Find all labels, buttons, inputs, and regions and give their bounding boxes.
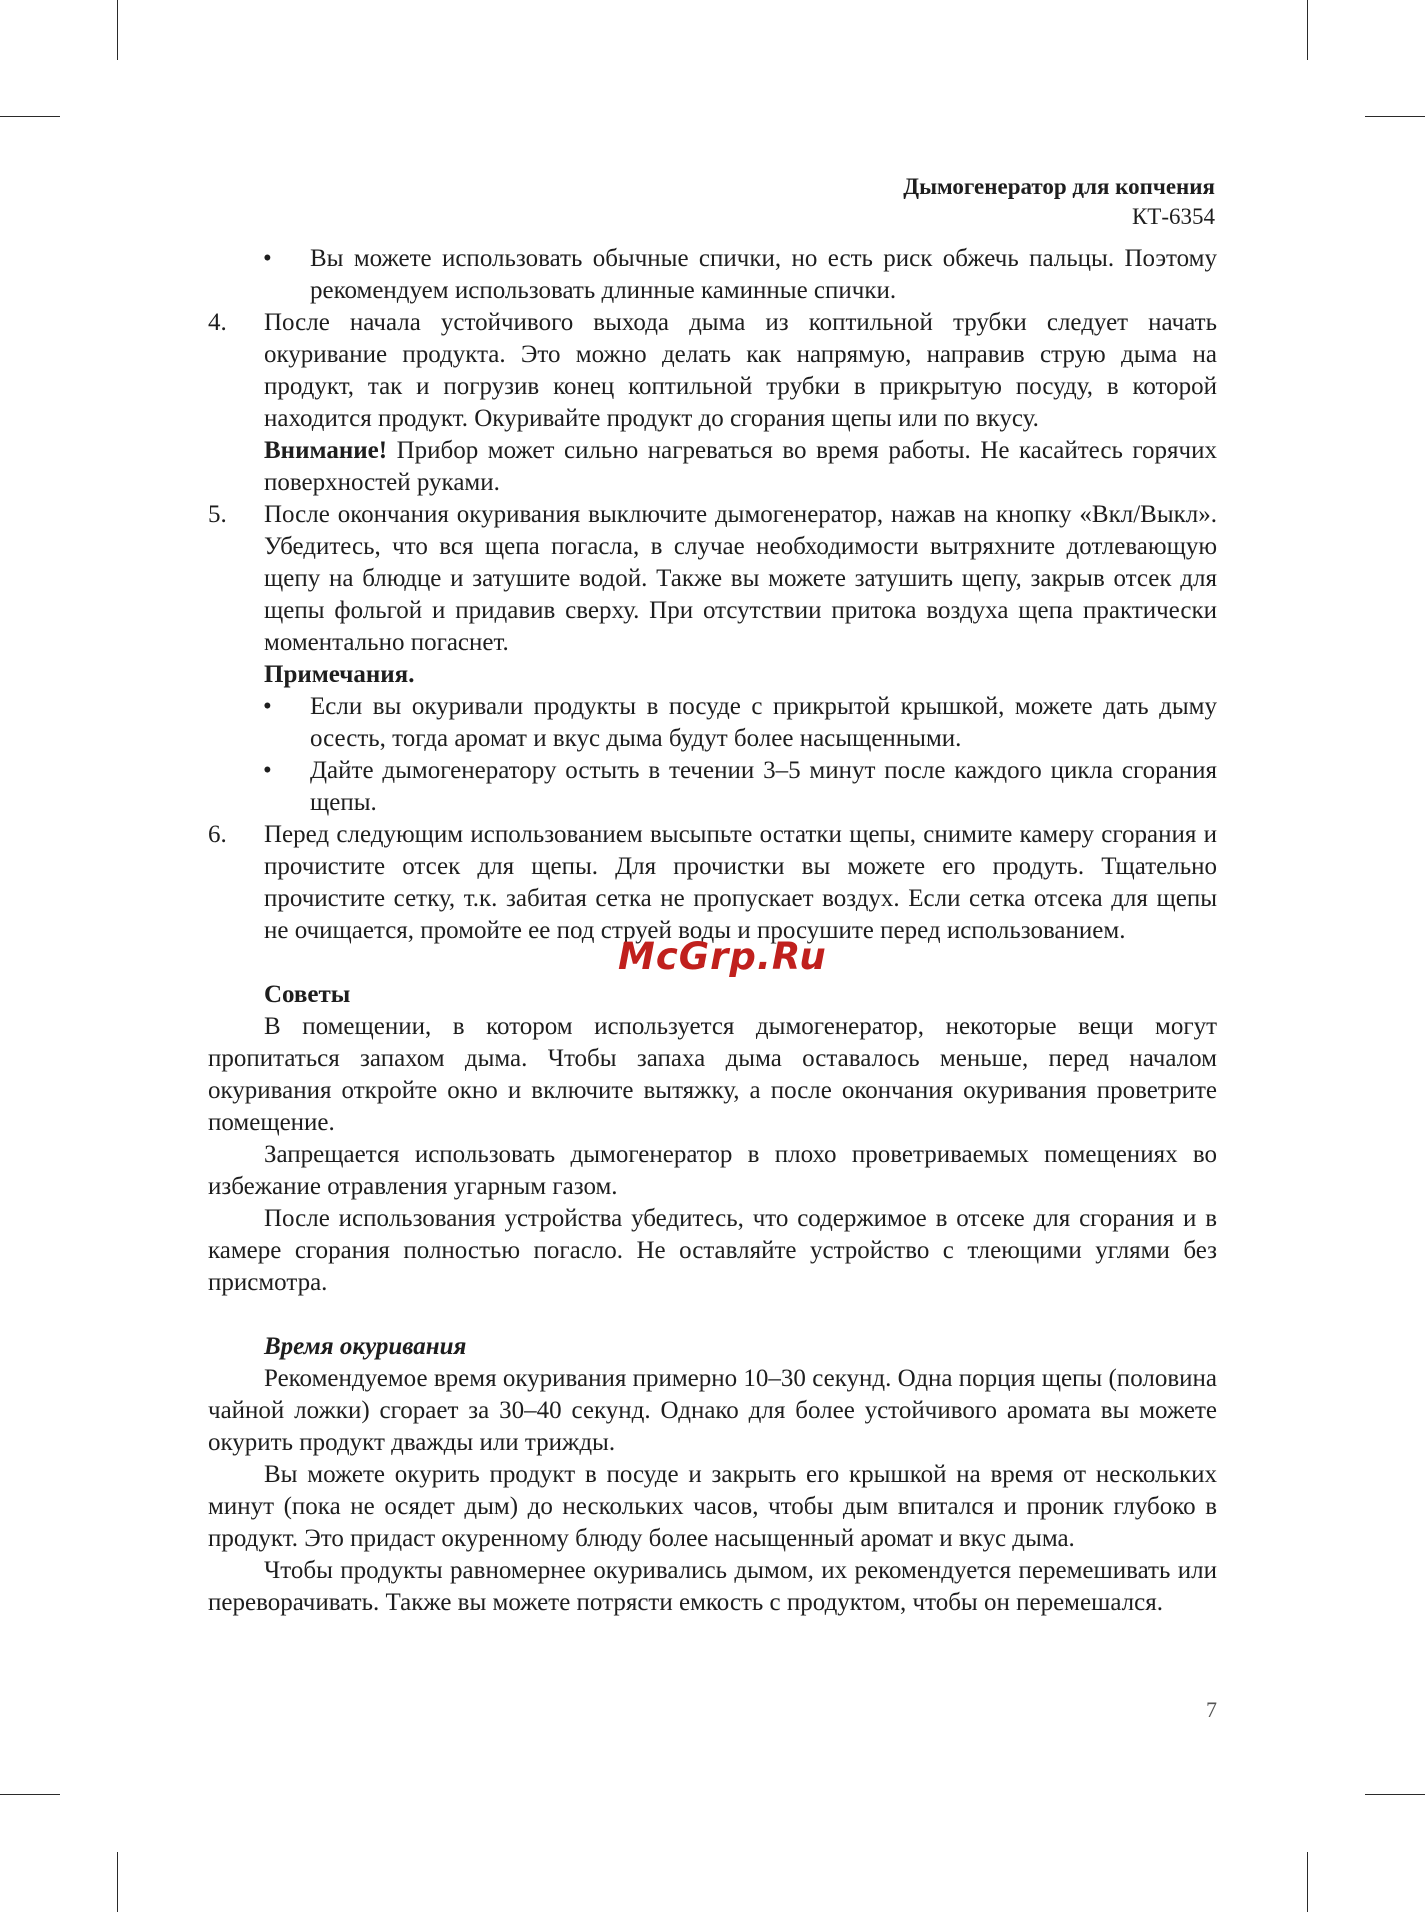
tips-paragraph: В помещении, в котором используется дымогенератор, некоторые вещи могут пропитаться запахом дыма. Чтобы запаха дыма оставалось меньше, перед началом окуривания откройте окно и включите вытяжку, а после окончания окуривания проветрите помещение. — [208, 1013, 1217, 1136]
step-4 — [208, 307, 1217, 435]
smoking-time-heading: Время окуривания — [264, 1333, 467, 1360]
note-text: Если вы окуривали продукты в посуде с прикрытой крышкой, можете дать дыму осесть, тогда аромат и вкус дыма будут более насыщенными. — [310, 693, 1217, 752]
crop-mark-bottom-left — [117, 1852, 118, 1912]
crop-mark-top-left — [117, 0, 118, 60]
step-text: После начала устойчивого выхода дыма из коптильной трубки следует начать окуривание продукта. Это можно делать как напрямую, направив струю дыма на продукт, так и погрузив конец коптильной трубки в прикрытую посуду, в которой находится продукт. Окуривайте продукт до сгорания щепы или по вкусу. — [264, 309, 1217, 432]
header-title: Дымогенератор для копчения — [903, 174, 1215, 199]
crop-mark-left-bottom — [0, 1794, 60, 1795]
note-text: Дайте дымогенератору остыть в течении 3–5 минут после каждого цикла сгорания щепы. — [310, 757, 1217, 816]
notes-label: Примечания. — [264, 661, 415, 688]
tips-paragraph: Запрещается использовать дымогенератор в плохо проветриваемых помещениях во избежание отравления угарным газом. — [208, 1141, 1217, 1200]
list-item-intro-bullet — [208, 243, 1217, 307]
step-number: 6. — [208, 821, 227, 848]
crop-mark-right-top — [1365, 116, 1425, 117]
tips-paragraph: После использования устройства убедитесь, что содержимое в отсеке для сгорания и в камере сгорания полностью погасло. Не оставляйте устройство с тлеющими углями без присмотра. — [208, 1205, 1217, 1296]
step-text: После окончания окуривания выключите дымогенератор, нажав на кнопку «Вкл/Выкл». Убедитесь, что вся щепа погасла, в случае необходимости вытряхните дотлевающую щепу на блюдце и затушите водой. Также вы можете затушить щепу, закрыв отсек для щепы фольгой и придавив сверху. При отсутствии притока воздуха щепа практически моментально погаснет. — [264, 501, 1217, 656]
bullet-mark: • — [263, 757, 272, 784]
list-item-note-1 — [208, 691, 1217, 755]
page-number: 7 — [1206, 1697, 1217, 1722]
crop-mark-right-bottom — [1365, 1794, 1425, 1795]
tips-heading: Советы — [264, 981, 351, 1008]
smoking-time-paragraph: Чтобы продукты равномернее окуривались дымом, их рекомендуется перемешивать или переворачивать. Также вы можете потрясти емкость с продуктом, чтобы он перемешался. — [208, 1557, 1217, 1616]
smoking-time-paragraph: Вы можете окурить продукт в посуде и закрыть его крышкой на время от нескольких минут (пока не осядет дым) до нескольких часов, чтобы дым впитался и проник глубоко в продукт. Это придаст окуренному блюду более насыщенный аромат и вкус дыма. — [208, 1461, 1217, 1552]
warning-label: Внимание! — [264, 437, 388, 464]
list-item-note-2 — [208, 755, 1217, 819]
smoking-time-paragraph: Рекомендуемое время окуривания примерно 10–30 секунд. Одна порция щепы (половина чайной ложки) сгорает за 30–40 секунд. Однако для более устойчивого аромата вы можете окурить продукт дважды или трижды. — [208, 1365, 1217, 1456]
step-number: 4. — [208, 309, 227, 336]
crop-mark-bottom-right — [1307, 1852, 1308, 1912]
crop-mark-top-right — [1307, 0, 1308, 60]
step-number: 5. — [208, 501, 227, 528]
step-5 — [208, 499, 1217, 659]
header-model: КТ-6354 — [1131, 204, 1215, 229]
step-text: Перед следующим использованием высыпьте остатки щепы, снимите камеру сгорания и прочистите отсек для щепы. Для прочистки вы можете его продуть. Тщательно прочистите сетку, т.к. забитая сетка не пропускает воздух. Если сетка отсека для щепы не очищается, промойте ее под струей воды и просушите перед использованием. — [264, 821, 1217, 944]
site-watermark: McGrp.Ru — [618, 935, 827, 978]
bullet-mark: • — [263, 693, 272, 720]
page-content — [208, 243, 1217, 1619]
bullet-mark: • — [263, 245, 272, 272]
step-6 — [208, 819, 1217, 947]
crop-mark-left-top — [0, 116, 60, 117]
warning-text: Прибор может сильно нагреваться во время работы. Не касайтесь горячих поверхностей руками. — [264, 437, 1217, 496]
step-4-warning — [208, 435, 1217, 499]
bullet-text: Вы можете использовать обычные спички, но есть риск обжечь пальцы. Поэтому рекомендуем использовать длинные каминные спички. — [310, 245, 1217, 304]
running-header — [903, 172, 1215, 232]
